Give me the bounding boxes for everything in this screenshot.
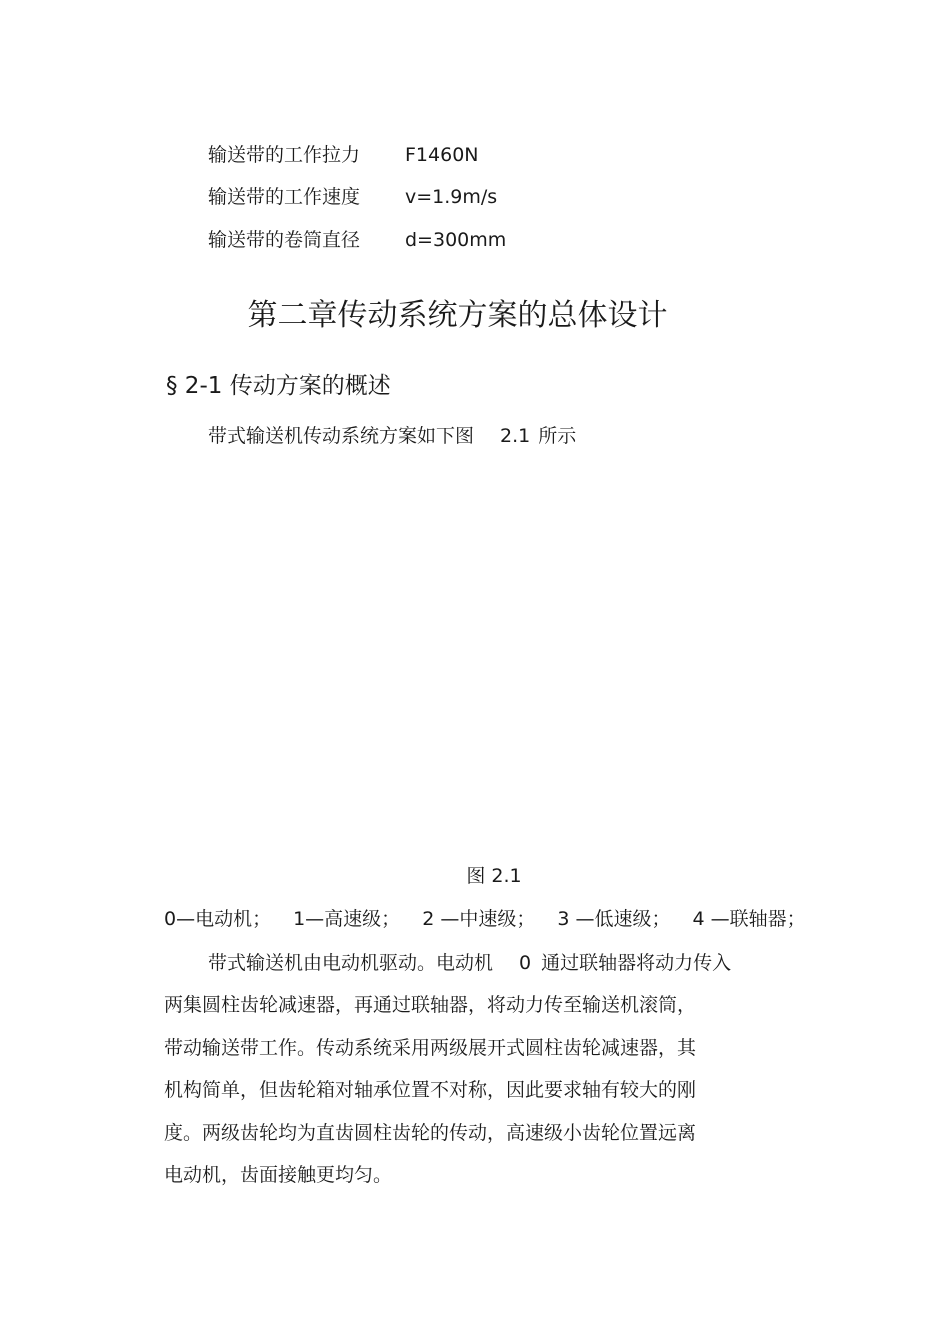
param-value-diameter: d=300mm xyxy=(405,229,507,251)
param-label-tension: 输送带的工作拉力 xyxy=(208,144,361,166)
param-label-speed: 输送带的工作速度 xyxy=(208,186,361,208)
legend-item-low-speed: 3 —低速级； xyxy=(557,908,671,930)
figure-caption: 图 2.1 xyxy=(466,865,522,887)
paragraph-line-2: 两集圆柱齿轮减速器，再通过联轴器，将动力传至输送机滚筒， xyxy=(164,994,697,1016)
section-title: § 2-1 传动方案的概述 xyxy=(166,373,391,399)
paragraph-line-6: 电动机，齿面接触更均匀。 xyxy=(164,1164,393,1186)
intro-tail: 所示 xyxy=(538,425,577,447)
paragraph-line-1 xyxy=(208,951,731,975)
param-value-tension: F1460N xyxy=(405,144,479,166)
intro-text: 带式输送机传动系统方案如下图 xyxy=(208,425,475,447)
paragraph-line-1b: 通过联轴器将动力传入 xyxy=(541,952,732,974)
legend-item-mid-speed: 2 —中速级； xyxy=(422,908,536,930)
paragraph-line-4: 机构简单，但齿轮箱对轴承位置不对称，因此要求轴有较大的刚 xyxy=(164,1079,697,1101)
figure-placeholder xyxy=(166,460,786,850)
figure-legend xyxy=(164,907,806,931)
paragraph-line-1a: 带式输送机由电动机驱动。电动机 xyxy=(208,952,494,974)
legend-item-high-speed: 1—高速级； xyxy=(293,908,401,930)
chapter-title: 第二章传动系统方案的总体设计 xyxy=(247,298,668,333)
param-value-speed: v=1.9m/s xyxy=(405,186,498,208)
intro-line xyxy=(208,424,576,448)
paragraph-line-5: 度。两级齿轮均为直齿圆柱齿轮的传动，高速级小齿轮位置远离 xyxy=(164,1122,697,1144)
param-label-diameter: 输送带的卷筒直径 xyxy=(208,229,361,251)
legend-item-coupling: 4 —联轴器； xyxy=(692,908,806,930)
legend-item-motor: 0—电动机； xyxy=(164,908,272,930)
intro-figure-ref: 2.1 xyxy=(500,425,531,447)
paragraph-motor-number: 0 xyxy=(519,952,532,974)
paragraph-line-3: 带动输送带工作。传动系统采用两级展开式圆柱齿轮减速器，其 xyxy=(164,1037,697,1059)
